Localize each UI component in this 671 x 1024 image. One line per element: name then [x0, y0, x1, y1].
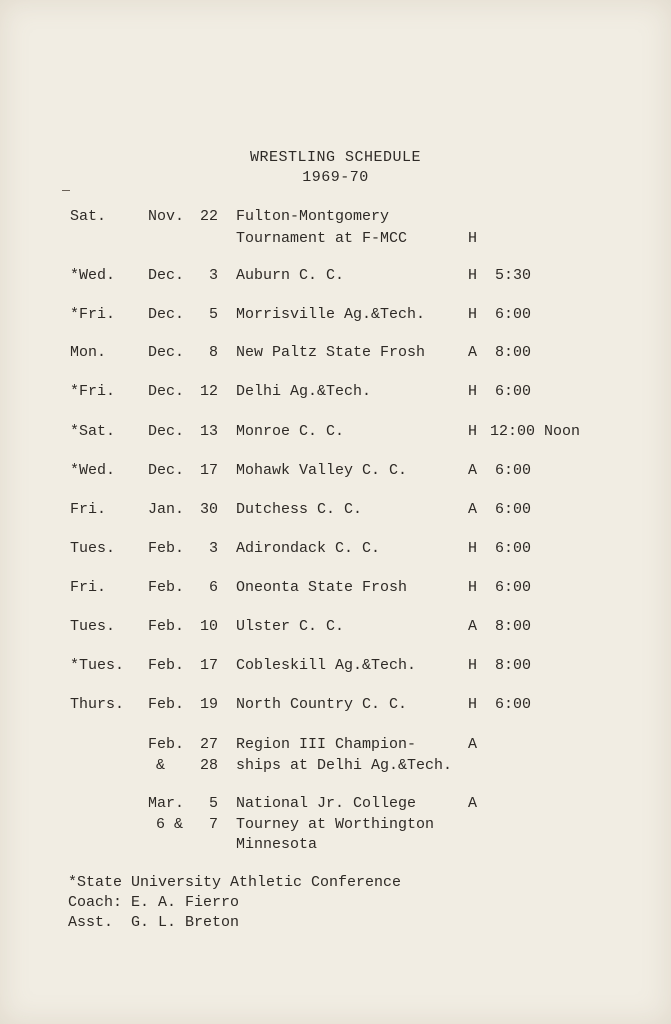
- month: Feb.: [148, 579, 185, 596]
- schedule-row: [0, 207, 671, 227]
- time: 6:00: [495, 579, 532, 596]
- date: 3: [208, 267, 218, 284]
- location: A: [468, 462, 478, 479]
- location: H: [468, 306, 478, 323]
- opponent: Cobleskill Ag.&Tech.: [236, 657, 417, 674]
- schedule-row-cont: [0, 835, 671, 855]
- date: 30: [199, 501, 218, 518]
- schedule-footer: [68, 873, 401, 933]
- schedule-row-cont: [0, 815, 671, 835]
- opponent: Monroe C. C.: [236, 423, 345, 440]
- time: 8:00: [495, 344, 532, 361]
- month: Feb.: [148, 657, 185, 674]
- conference-note: *State University Athletic Conference: [68, 874, 402, 891]
- opponent: Oneonta State Frosh: [236, 579, 408, 596]
- day: Thurs.: [70, 696, 125, 713]
- location: H: [468, 267, 478, 284]
- location: A: [468, 795, 478, 812]
- opponent: New Paltz State Frosh: [236, 344, 426, 361]
- date: 10: [199, 618, 218, 635]
- opponent: Mohawk Valley C. C.: [236, 462, 408, 479]
- location: H: [468, 383, 478, 400]
- page-title: WRESTLING SCHEDULE: [249, 149, 422, 166]
- date: 17: [199, 657, 218, 674]
- month: Dec.: [148, 267, 185, 284]
- date: 5: [208, 795, 218, 812]
- schedule-title: [0, 148, 671, 188]
- schedule-row-cont: [0, 756, 671, 776]
- schedule-row: [0, 735, 671, 755]
- location: H: [468, 423, 478, 440]
- date: 3: [208, 540, 218, 557]
- location: H: [468, 230, 478, 247]
- schedule-row: [0, 656, 671, 676]
- schedule-row: [0, 461, 671, 481]
- month: Dec.: [148, 423, 185, 440]
- time: 8:00: [495, 618, 532, 635]
- day: Fri.: [70, 579, 107, 596]
- location: A: [468, 618, 478, 635]
- time: 6:00: [495, 462, 532, 479]
- opponent: Auburn C. C.: [236, 267, 345, 284]
- time: 6:00: [495, 540, 532, 557]
- month: Jan.: [148, 501, 185, 518]
- day: *Tues.: [70, 657, 125, 674]
- season: 1969-70: [302, 169, 369, 186]
- opponent: Region III Champion-: [236, 736, 417, 753]
- opponent-line3: Minnesota: [236, 836, 318, 853]
- opponent-line2: Tourney at Worthington: [236, 816, 435, 833]
- date: 19: [199, 696, 218, 713]
- location: H: [468, 696, 478, 713]
- time: 5:30: [495, 267, 532, 284]
- date: 27: [199, 736, 218, 753]
- opponent-line2: ships at Delhi Ag.&Tech.: [236, 757, 453, 774]
- day: *Sat.: [70, 423, 116, 440]
- time: 6:00: [495, 306, 532, 323]
- location: H: [468, 657, 478, 674]
- schedule-row: [0, 794, 671, 814]
- date: 8: [208, 344, 218, 361]
- month: Feb.: [148, 540, 185, 557]
- day: Sat.: [70, 208, 107, 225]
- schedule-row: [0, 422, 671, 442]
- month: Dec.: [148, 383, 185, 400]
- location: A: [468, 344, 478, 361]
- schedule-row: [0, 617, 671, 637]
- opponent: North Country C. C.: [236, 696, 408, 713]
- location: H: [468, 579, 478, 596]
- schedule-row-cont: [0, 229, 671, 249]
- month-second: 6 &: [156, 816, 184, 833]
- time: 12:00 Noon: [490, 423, 581, 440]
- month: Feb.: [148, 618, 185, 635]
- date: 13: [199, 423, 218, 440]
- day: *Fri.: [70, 306, 116, 323]
- opponent: Delhi Ag.&Tech.: [236, 383, 372, 400]
- month-second: &: [156, 757, 166, 774]
- month: Feb.: [148, 696, 185, 713]
- day: Fri.: [70, 501, 107, 518]
- assistant-line: Asst. G. L. Breton: [68, 914, 240, 931]
- time: 6:00: [495, 501, 532, 518]
- month: Feb.: [148, 736, 185, 753]
- day: *Fri.: [70, 383, 116, 400]
- pencil-mark: [62, 190, 70, 191]
- date-second: 7: [208, 816, 218, 833]
- coach-line: Coach: E. A. Fierro: [68, 894, 240, 911]
- date: 5: [208, 306, 218, 323]
- time: 6:00: [495, 383, 532, 400]
- month: Mar.: [148, 795, 185, 812]
- opponent: Ulster C. C.: [236, 618, 345, 635]
- date: 12: [199, 383, 218, 400]
- schedule-row: [0, 695, 671, 715]
- schedule-row: [0, 266, 671, 286]
- date: 17: [199, 462, 218, 479]
- day: *Wed.: [70, 462, 116, 479]
- schedule-row: [0, 500, 671, 520]
- day: Tues.: [70, 540, 116, 557]
- schedule-row: [0, 578, 671, 598]
- date: 22: [199, 208, 218, 225]
- time: 8:00: [495, 657, 532, 674]
- location: A: [468, 736, 478, 753]
- schedule-row: [0, 305, 671, 325]
- schedule-row: [0, 382, 671, 402]
- opponent-line2: Tournament at F-MCC: [236, 230, 408, 247]
- location: H: [468, 540, 478, 557]
- location: A: [468, 501, 478, 518]
- opponent: Dutchess C. C.: [236, 501, 363, 518]
- opponent: National Jr. College: [236, 795, 417, 812]
- opponent: Adirondack C. C.: [236, 540, 381, 557]
- month: Nov.: [148, 208, 185, 225]
- schedule-row: [0, 539, 671, 559]
- date-second: 28: [199, 757, 218, 774]
- day: Tues.: [70, 618, 116, 635]
- opponent: Morrisville Ag.&Tech.: [236, 306, 426, 323]
- day: Mon.: [70, 344, 107, 361]
- month: Dec.: [148, 306, 185, 323]
- day: *Wed.: [70, 267, 116, 284]
- month: Dec.: [148, 344, 185, 361]
- opponent: Fulton-Montgomery: [236, 208, 390, 225]
- schedule-row: [0, 343, 671, 363]
- date: 6: [208, 579, 218, 596]
- time: 6:00: [495, 696, 532, 713]
- month: Dec.: [148, 462, 185, 479]
